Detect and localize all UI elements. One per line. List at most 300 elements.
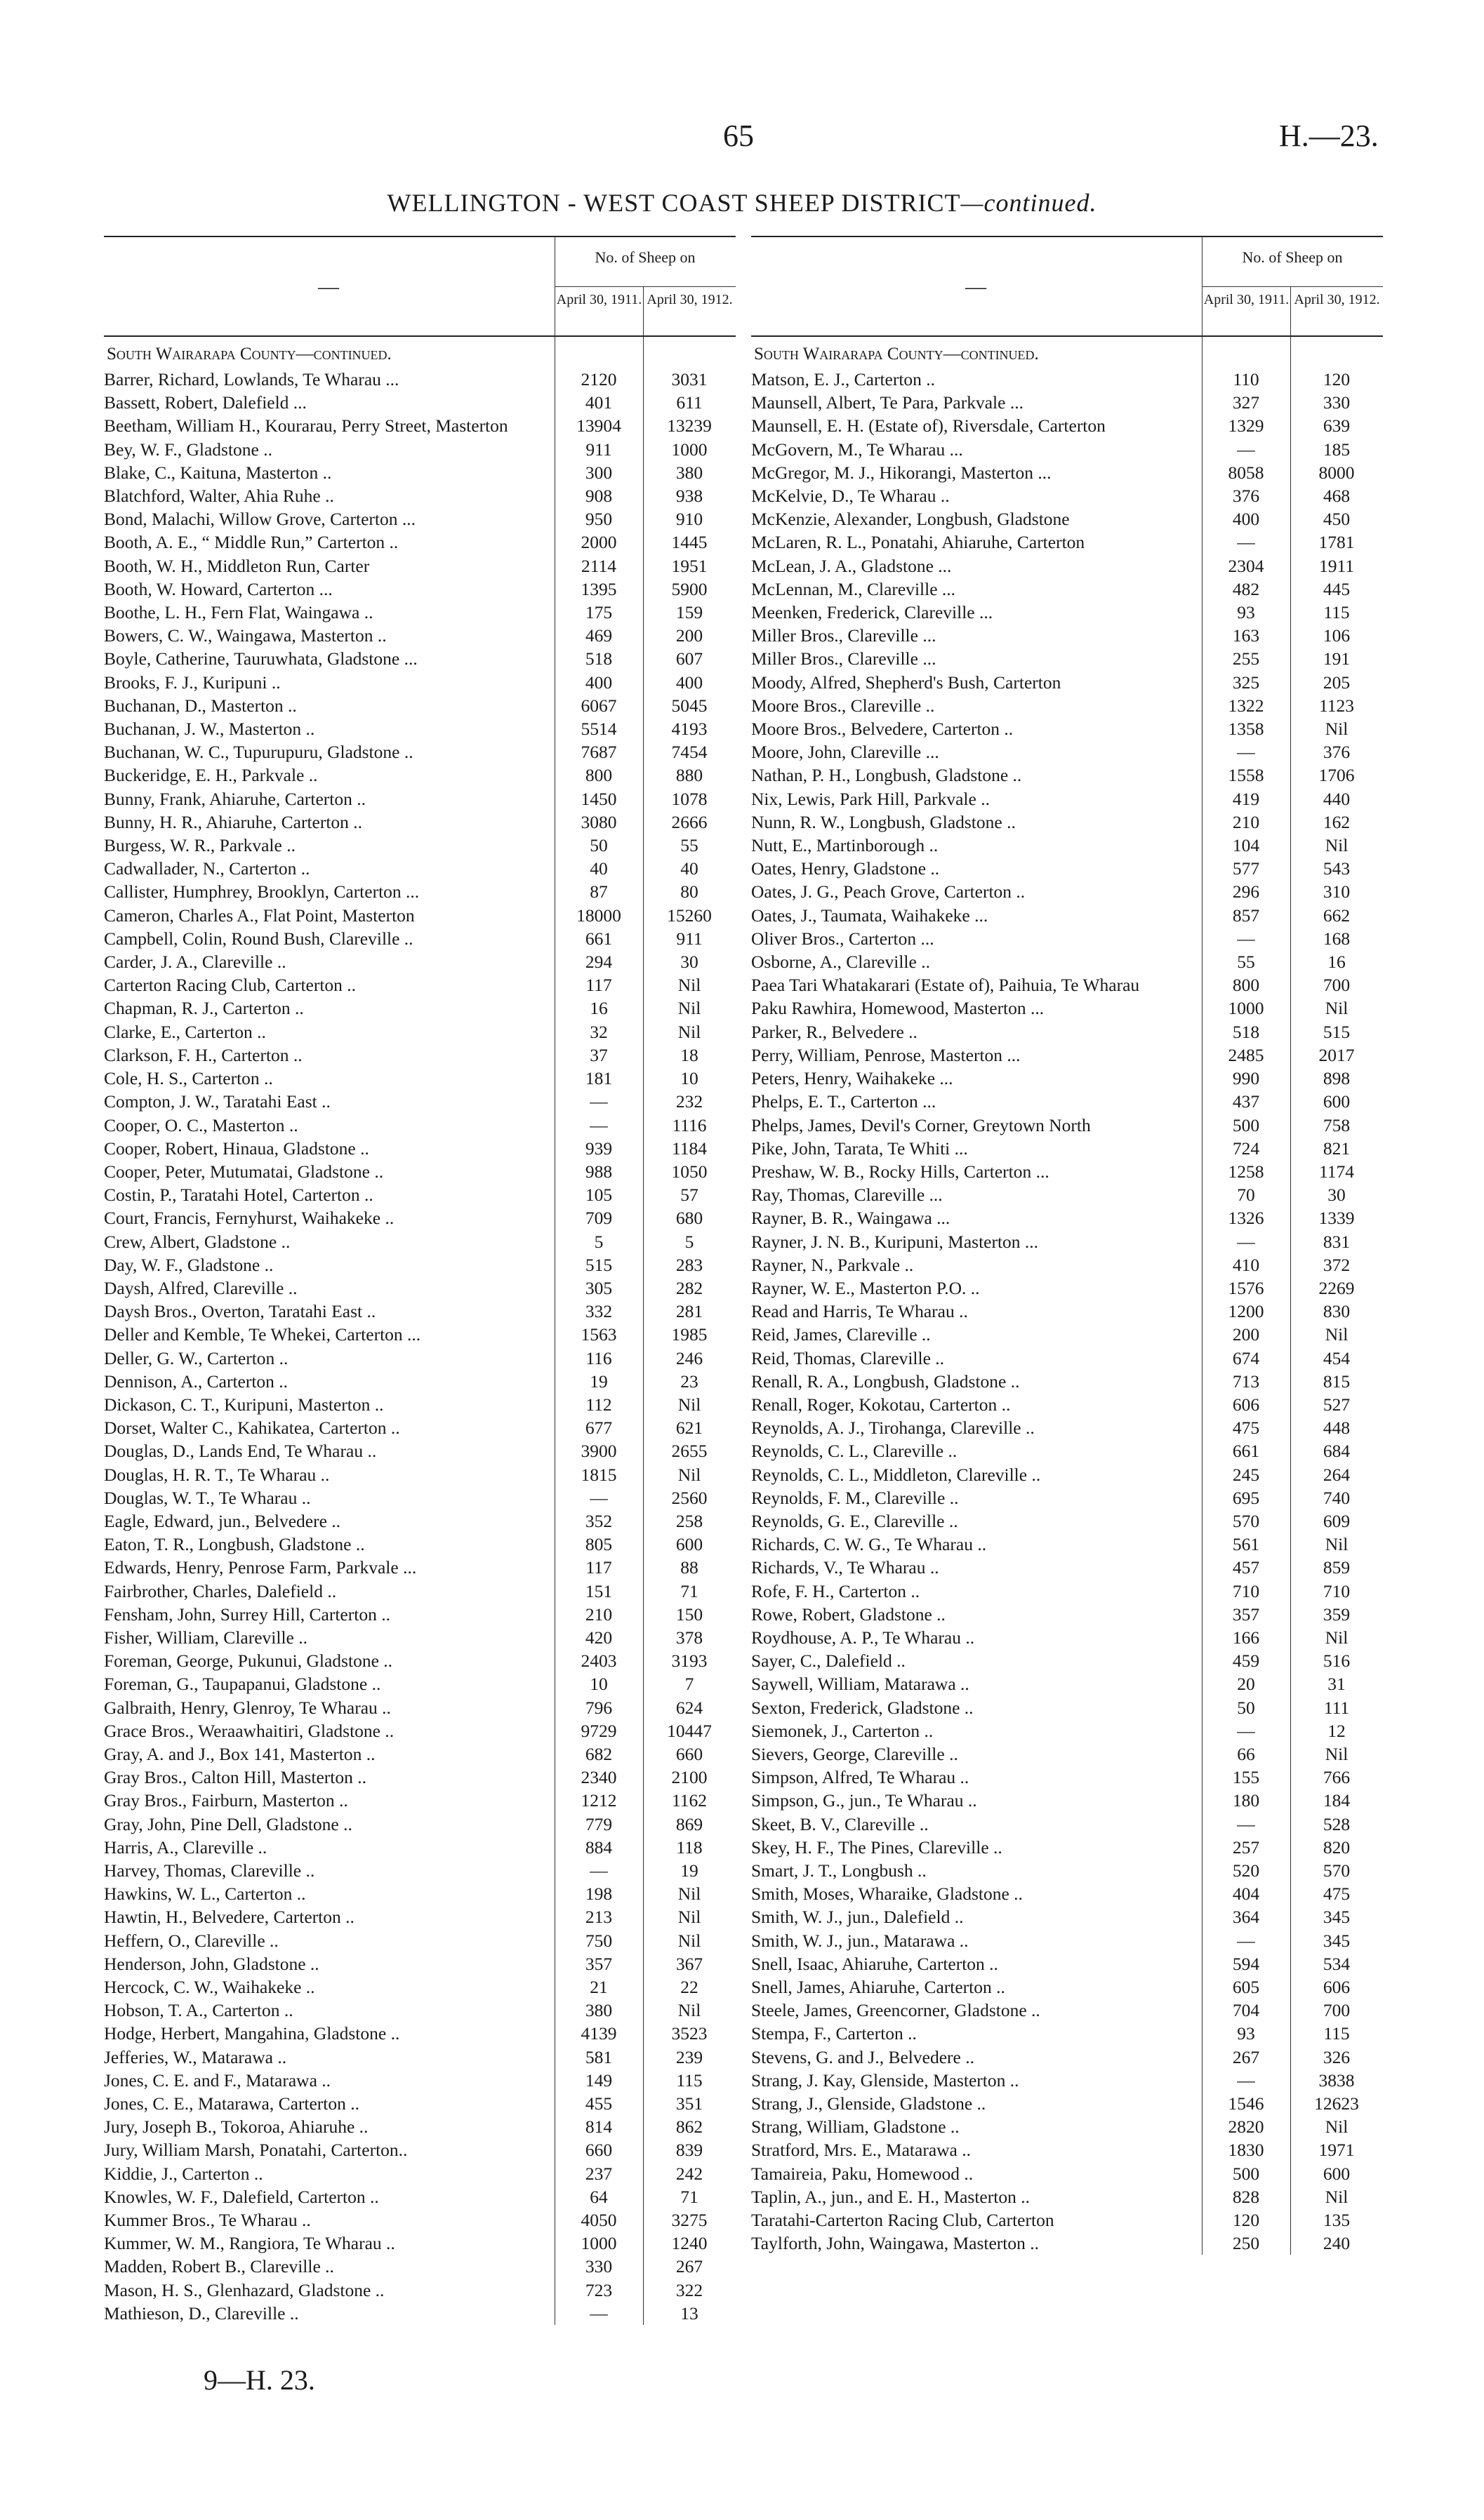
table-row (104, 1020, 736, 1044)
left-table (104, 236, 736, 2325)
owner-name: Beetham, William H., Kourarau, Perry Street, Masterton (104, 415, 508, 436)
sheep-1912: 859 (1323, 1557, 1351, 1578)
owner-name: Gray, A. and J., Box 141, Masterton .. (104, 1743, 376, 1764)
sheep-1911: 3900 (581, 1441, 617, 1462)
sheep-1912: 2017 (1318, 1044, 1355, 1065)
sheep-1911: 581 (585, 2046, 613, 2067)
owner-name: Cadwallader, N., Carterton .. (104, 858, 310, 879)
owner-name: Tamaireia, Paku, Homewood .. (751, 2163, 974, 2184)
sheep-1911: 2120 (581, 369, 617, 389)
owner-name: Rayner, J. N. B., Kuripuni, Masterton ... (751, 1231, 1039, 1252)
table-row (104, 1439, 736, 1462)
sheep-1912: 31 (1327, 1674, 1346, 1695)
sheep-1912: 475 (1323, 1884, 1351, 1905)
sheep-1911: 709 (585, 1208, 613, 1229)
sheep-1911: 352 (585, 1510, 613, 1531)
owner-name: Reid, Thomas, Clareville .. (751, 1347, 945, 1368)
sheep-1911: — (1237, 1930, 1255, 1951)
table-row (751, 1044, 1383, 1067)
sheep-1911: 110 (1233, 369, 1259, 389)
sheep-1912: 330 (1323, 392, 1351, 413)
sheep-1911: 117 (585, 975, 612, 996)
section-heading: South Wairarapa County—continued. (107, 345, 392, 364)
owner-name: Fensham, John, Surrey Hill, Carterton .. (104, 1604, 390, 1625)
table-row (751, 1509, 1383, 1533)
table-row (104, 531, 736, 554)
table-row (751, 927, 1383, 950)
owner-name: Jones, C. E. and F., Matarawa .. (104, 2069, 331, 2091)
sheep-1912: 242 (675, 2163, 703, 2184)
table-row (751, 647, 1383, 670)
sheep-1911: 1546 (1228, 2093, 1264, 2114)
table-row (104, 601, 736, 624)
sheep-1911: 213 (585, 1907, 613, 1928)
table-row (751, 811, 1383, 834)
owner-name: Cole, H. S., Carterton .. (104, 1068, 273, 1089)
table-row (104, 1044, 736, 1067)
sheep-1912: 10 (680, 1068, 698, 1089)
table-row (751, 2138, 1383, 2161)
sheep-1912: 600 (1323, 2163, 1351, 2184)
table-row (751, 1975, 1383, 1999)
sheep-1912: Nil (1325, 2186, 1349, 2207)
table-row (751, 1836, 1383, 1859)
sheep-1912: 821 (1323, 1138, 1351, 1159)
sheep-1912: 440 (1323, 788, 1351, 809)
owner-name: Hawkins, W. L., Carterton .. (104, 1884, 306, 1905)
sheep-1911: 155 (1232, 1767, 1260, 1788)
table-row (104, 1603, 736, 1626)
sheep-1911: 724 (1232, 1138, 1260, 1159)
owner-name: Read and Harris, Te Wharau .. (751, 1301, 968, 1322)
owner-name: Bassett, Robert, Dalefield ... (104, 392, 307, 413)
owner-name: Maunsell, Albert, Te Para, Parkvale ... (751, 392, 1023, 413)
table-row (751, 1416, 1383, 1439)
sheep-1912: 3523 (671, 2023, 708, 2044)
owner-name: McLean, J. A., Gladstone ... (751, 555, 952, 576)
sheep-1912: 359 (1323, 1604, 1351, 1625)
sheep-1911: 32 (590, 1021, 608, 1042)
owner-name: Buchanan, J. W., Masterton .. (104, 719, 315, 740)
sheep-1911: 50 (590, 835, 608, 856)
sheep-1912: 22 (680, 1977, 698, 1998)
sheep-1912: 639 (1323, 415, 1351, 436)
owner-name: Gray, John, Pine Dell, Gladstone .. (104, 1813, 352, 1834)
sheep-1912: 3193 (671, 1651, 708, 1672)
sheep-1911: 457 (1232, 1557, 1260, 1578)
sheep-1911: 884 (585, 1836, 613, 1858)
owner-name: Buchanan, D., Masterton .. (104, 695, 297, 716)
owner-name: Cooper, Peter, Mutumatai, Gladstone .. (104, 1161, 384, 1182)
sheep-1912: 830 (1323, 1301, 1351, 1322)
table-row (104, 811, 736, 834)
sheep-1912: 910 (675, 509, 703, 530)
owner-name: Harvey, Thomas, Clareville .. (104, 1860, 315, 1881)
table-row (104, 1230, 736, 1253)
owner-name: Dorset, Walter C., Kahikatea, Carterton .. (104, 1418, 400, 1439)
header-blank: — (965, 275, 986, 298)
owner-name: Taplin, A., jun., and E. H., Masterton .. (751, 2186, 1030, 2207)
table-row (104, 578, 736, 601)
sheep-1911: 120 (1232, 2210, 1260, 2231)
owner-name: Oates, J. G., Peach Grove, Carterton .. (751, 881, 1026, 902)
table-row (751, 1929, 1383, 1952)
sheep-1912: Nil (1325, 1534, 1349, 1555)
owner-name: Oates, J., Taumata, Waihakeke ... (751, 905, 988, 926)
table-row (104, 1905, 736, 1928)
sheep-1912: 30 (1327, 1185, 1346, 1206)
sheep-1911: 400 (585, 672, 613, 693)
sheep-1911: 1212 (581, 1790, 617, 1811)
sheep-1912: 1116 (672, 1114, 707, 1135)
owner-name: Deller, G. W., Carterton .. (104, 1347, 289, 1368)
table-row (104, 694, 736, 717)
sheep-1912: 267 (675, 2256, 703, 2277)
sheep-1911: 437 (1232, 1091, 1260, 1112)
sheep-1912: 911 (676, 928, 703, 949)
table-row (104, 1393, 736, 1416)
owner-name: Kummer Bros., Te Wharau .. (104, 2210, 311, 2231)
owner-name: Boothe, L. H., Fern Flat, Waingawa .. (104, 602, 373, 623)
table-row (104, 1719, 736, 1742)
table-row (751, 764, 1383, 787)
table-row (751, 1439, 1383, 1462)
sheep-1912: 205 (1323, 672, 1351, 693)
sheep-1912: 445 (1323, 578, 1351, 599)
owner-name: Nix, Lewis, Park Hill, Parkvale .. (751, 788, 990, 809)
owner-name: Chapman, R. J., Carterton .. (104, 998, 304, 1019)
sheep-1912: 376 (1323, 742, 1351, 763)
sheep-1911: 939 (585, 1138, 613, 1159)
owner-name: Maunsell, E. H. (Estate of), Riversdale, Carterton (751, 415, 1106, 436)
sheep-1911: 16 (590, 998, 608, 1019)
owner-name: Buckeridge, E. H., Parkvale .. (104, 765, 318, 786)
owner-name: Jury, Joseph B., Tokoroa, Ahiaruhe .. (104, 2116, 369, 2138)
sheep-1911: 606 (1232, 1394, 1260, 1415)
sheep-1911: 661 (585, 928, 613, 949)
sheep-1912: 3031 (671, 369, 708, 389)
sheep-1911: 420 (585, 1627, 613, 1648)
sheep-1911: 20 (1237, 1674, 1255, 1695)
sheep-1912: 115 (1323, 2023, 1350, 2044)
owner-name: Richards, V., Te Wharau .. (751, 1557, 939, 1578)
sheep-1912: 700 (1323, 975, 1351, 996)
sheep-1911: 327 (1232, 392, 1260, 413)
owner-name: Moore, John, Clareville ... (751, 742, 939, 763)
owner-name: Clarke, E., Carterton .. (104, 1021, 266, 1042)
sheep-1911: 674 (1232, 1347, 1260, 1368)
table-row (104, 1347, 736, 1370)
table-row (104, 857, 736, 880)
sheep-1911: 4139 (581, 2023, 617, 2044)
sheep-1912: 684 (1323, 1441, 1351, 1462)
owner-name: McLennan, M., Clareville ... (751, 578, 956, 599)
sheep-1911: 800 (585, 765, 613, 786)
owner-name: Booth, W. H., Middleton Run, Carter (104, 555, 370, 576)
table-row (104, 1114, 736, 1137)
sheep-1912: 527 (1323, 1394, 1351, 1415)
sheep-1911: 7687 (581, 742, 617, 763)
owner-name: Smith, W. J., jun., Matarawa .. (751, 1930, 969, 1951)
owner-name: Smart, J. T., Longbush .. (751, 1860, 927, 1881)
sheep-1912: 831 (1323, 1231, 1351, 1252)
sheep-1911: 911 (585, 439, 612, 460)
sheep-1912: 869 (675, 1813, 703, 1834)
sheep-1912: 12623 (1314, 2093, 1359, 2114)
table-row (751, 834, 1383, 857)
sheep-1912: 450 (1323, 509, 1351, 530)
table-row (751, 414, 1383, 437)
header-col-1911: April 30, 1911. (555, 286, 643, 335)
table-row (104, 996, 736, 1020)
owner-name: McKelvie, D., Te Wharau .. (751, 486, 950, 507)
table-row (104, 1766, 736, 1789)
header-col-1912: April 30, 1912. (1290, 286, 1383, 335)
sheep-1911: 828 (1232, 2186, 1260, 2207)
sheep-1912: 8000 (1318, 462, 1355, 483)
sheep-1911: 704 (1232, 2000, 1260, 2021)
table-row (751, 1603, 1383, 1626)
sheep-1911: 1000 (581, 2233, 617, 2254)
table-row (751, 1999, 1383, 2022)
table-row (751, 1952, 1383, 1975)
sheep-1912: 1000 (671, 439, 708, 460)
table-row (751, 2232, 1383, 2255)
table-row (751, 1742, 1383, 1766)
owner-name: Henderson, John, Gladstone .. (104, 1953, 319, 1974)
owner-name: Sayer, C., Dalefield .. (751, 1651, 906, 1672)
owner-name: Dickason, C. T., Kuripuni, Masterton .. (104, 1394, 384, 1415)
sheep-1911: 988 (585, 1161, 613, 1182)
owner-name: Rayner, B. R., Waingawa ... (751, 1208, 950, 1229)
sheep-1911: 1815 (581, 1464, 617, 1485)
sheep-1912: 282 (675, 1277, 703, 1298)
owner-name: Roydhouse, A. P., Te Wharau .. (751, 1627, 975, 1648)
owner-name: Reid, James, Clareville .. (751, 1324, 931, 1345)
sheep-1911: 520 (1232, 1860, 1260, 1881)
owner-name: Day, W. F., Gladstone .. (104, 1254, 274, 1275)
sheep-1912: 820 (1323, 1836, 1351, 1858)
sheep-1911: 70 (1237, 1185, 1255, 1206)
sheep-1911: 376 (1232, 486, 1260, 507)
sheep-1912: 185 (1323, 439, 1351, 460)
sheep-1911: 500 (1232, 2163, 1260, 2184)
sheep-1912: 16 (1327, 952, 1346, 973)
sheep-1911: 2340 (581, 1767, 617, 1788)
table-row (751, 2069, 1383, 2092)
sheep-1912: 1184 (671, 1138, 708, 1159)
owner-name: Mathieson, D., Clareville .. (104, 2302, 299, 2324)
sheep-1912: Nil (677, 2000, 701, 2021)
table-row (104, 1556, 736, 1579)
sheep-1912: 159 (675, 602, 703, 623)
owner-name: Phelps, E. T., Carterton ... (751, 1091, 936, 1112)
sheep-1911: 677 (585, 1418, 613, 1439)
sheep-1911: — (590, 1091, 608, 1112)
owner-name: Pike, John, Tarata, Te Whiti ... (751, 1138, 968, 1159)
sheep-1911: 1329 (1228, 415, 1264, 436)
sheep-1911: 210 (585, 1604, 613, 1625)
owner-name: Madden, Robert B., Clareville .. (104, 2256, 334, 2277)
sheep-1912: 135 (1323, 2210, 1351, 2231)
owner-name: Rofe, F. H., Carterton .. (751, 1580, 920, 1601)
sheep-1912: 57 (680, 1185, 698, 1206)
table-row (751, 1580, 1383, 1603)
sheep-1912: 3838 (1318, 2069, 1355, 2091)
page-title-text: WELLINGTON - WEST COAST SHEEP DISTRICT (387, 189, 961, 217)
sheep-1911: 857 (1232, 905, 1260, 926)
owner-name: Heffern, O., Clareville .. (104, 1930, 279, 1951)
owner-name: Jury, William Marsh, Ponatahi, Carterton.. (104, 2140, 408, 2161)
table-row (104, 764, 736, 787)
owner-name: Boyle, Catherine, Tauruwhata, Gladstone ... (104, 648, 418, 669)
sheep-1912: 258 (675, 1510, 703, 1531)
sheep-1912: 12 (1327, 1720, 1346, 1741)
table-row (104, 2185, 736, 2208)
sheep-1911: 2304 (1228, 555, 1264, 576)
table-row (104, 1300, 736, 1323)
owner-name: Saywell, William, Matarawa .. (751, 1674, 969, 1695)
sheep-1912: 162 (1323, 811, 1351, 832)
owner-name: Parker, R., Belvedere .. (751, 1021, 917, 1042)
owner-name: Cooper, Robert, Hinaua, Gladstone .. (104, 1138, 369, 1159)
table-row (751, 507, 1383, 531)
owner-name: Osborne, A., Clareville .. (751, 952, 930, 973)
table-row (104, 484, 736, 507)
sheep-1912: 310 (1323, 881, 1351, 902)
sheep-1912: 322 (675, 2279, 703, 2300)
owner-name: Foreman, George, Pukunui, Gladstone .. (104, 1651, 393, 1672)
sheep-1912: 624 (675, 1697, 703, 1718)
owner-name: Campbell, Colin, Round Bush, Clareville .. (104, 928, 413, 949)
table-row (104, 647, 736, 670)
table-row (104, 973, 736, 996)
table-row (751, 2115, 1383, 2138)
owner-name: Dennison, A., Carterton .. (104, 1371, 289, 1392)
sheep-1911: 296 (1232, 881, 1260, 902)
table-row (104, 671, 736, 694)
sheep-1912: 71 (680, 2186, 698, 2207)
table-row (104, 2255, 736, 2278)
table-row (104, 1952, 736, 1975)
owner-name: Jones, C. E., Matarawa, Carterton .. (104, 2093, 359, 2114)
table-row (104, 740, 736, 764)
table-row (104, 554, 736, 578)
owner-name: Burgess, W. R., Parkvale .. (104, 835, 296, 856)
owner-name: Blake, C., Kaituna, Masterton .. (104, 462, 332, 483)
sheep-1912: 150 (675, 1604, 703, 1625)
owner-name: Reynolds, G. E., Clareville .. (751, 1510, 958, 1531)
owner-name: Moore Bros., Clareville .. (751, 695, 935, 716)
sheep-1911: 9729 (581, 1720, 617, 1741)
sheep-1911: 305 (585, 1277, 613, 1298)
sheep-1912: 5900 (671, 578, 708, 599)
table-row (104, 391, 736, 414)
owner-name: Eaton, T. R., Longbush, Gladstone .. (104, 1534, 365, 1555)
sheep-1911: 4050 (581, 2210, 617, 2231)
sheep-1912: 7454 (671, 742, 708, 763)
owner-name: Bunny, H. R., Ahiaruhe, Carterton .. (104, 811, 363, 832)
owner-name: Compton, J. W., Taratahi East .. (104, 1091, 331, 1112)
owner-name: Strang, J. Kay, Glenside, Masterton .. (751, 2069, 1019, 2091)
sheep-1911: 117 (585, 1557, 612, 1578)
sheep-1912: 3275 (671, 2210, 708, 2231)
sheep-1912: 13 (680, 2302, 698, 2324)
owner-name: Taratahi-Carterton Racing Club, Carterton (751, 2210, 1054, 2231)
owner-name: Sievers, George, Clareville .. (751, 1743, 958, 1764)
owner-name: Reynolds, A. J., Tirohanga, Clareville .. (751, 1418, 1035, 1439)
sheep-1911: 163 (1232, 625, 1260, 646)
table-row (104, 880, 736, 903)
table-row (751, 1859, 1383, 1882)
table-row (104, 2279, 736, 2302)
left-table-body (104, 337, 736, 2325)
sheep-1911: 455 (585, 2093, 613, 2114)
owner-name: Jefferies, W., Matarawa .. (104, 2046, 287, 2067)
owner-name: Deller and Kemble, Te Whekei, Carterton ... (104, 1324, 421, 1345)
footer-signature: 9—H. 23. (204, 2364, 315, 2396)
sheep-1911: 357 (585, 1953, 613, 1974)
sheep-1912: 2655 (671, 1441, 708, 1462)
owner-name: Nathan, P. H., Longbush, Gladstone .. (751, 765, 1022, 786)
table-row (104, 1580, 736, 1603)
sheep-1911: 561 (1232, 1534, 1260, 1555)
sheep-1911: 459 (1232, 1651, 1260, 1672)
sheep-1911: 104 (1232, 835, 1260, 856)
sheep-1911: 181 (585, 1068, 613, 1089)
table-row (104, 904, 736, 927)
owner-name: Reynolds, C. L., Clareville .. (751, 1441, 958, 1462)
sheep-1911: 814 (585, 2116, 613, 2138)
table-row (104, 1463, 736, 1486)
sheep-1911: 500 (1232, 1114, 1260, 1135)
owner-name: Paku Rawhira, Homewood, Masterton ... (751, 998, 1045, 1019)
table-row (104, 2069, 736, 2092)
sheep-1912: 1123 (1318, 695, 1355, 716)
table-row (104, 1742, 736, 1766)
sheep-1911: 800 (1232, 975, 1260, 996)
sheep-1911: — (1237, 439, 1255, 460)
sheep-1912: 515 (1323, 1021, 1351, 1042)
sheep-1911: 257 (1232, 1836, 1260, 1858)
sheep-1912: 281 (675, 1301, 703, 1322)
sheep-1912: 4193 (671, 719, 708, 740)
owner-name: Moody, Alfred, Shepherd's Bush, Carterton (751, 672, 1061, 693)
sheep-1911: 13904 (576, 415, 621, 436)
sheep-1912: Nil (677, 1464, 701, 1485)
owner-name: Miller Bros., Clareville ... (751, 648, 936, 669)
sheep-1911: 419 (1232, 788, 1260, 809)
table-row (104, 2302, 736, 2325)
sheep-1911: 1200 (1228, 1301, 1264, 1322)
table-row (751, 787, 1383, 811)
sheep-1911: 1322 (1228, 695, 1264, 716)
sheep-1912: 2666 (671, 811, 708, 832)
owner-name: Court, Francis, Fernyhurst, Waihakeke .. (104, 1208, 395, 1229)
sheep-1912: 378 (675, 1627, 703, 1648)
sheep-1911: 66 (1237, 1743, 1255, 1764)
table-row (751, 2046, 1383, 2069)
owner-name: Strang, J., Glenside, Gladstone .. (751, 2093, 986, 2114)
sheep-1911: 1258 (1228, 1161, 1264, 1182)
owner-name: Renall, R. A., Longbush, Gladstone .. (751, 1371, 1020, 1392)
sheep-1911: 237 (585, 2163, 613, 2184)
sheep-1911: 40 (590, 858, 608, 879)
sheep-1911: 518 (585, 648, 613, 669)
sheep-1912: 106 (1323, 625, 1351, 646)
sheep-1912: Nil (677, 1021, 701, 1042)
sheep-1912: 10447 (667, 1720, 712, 1741)
